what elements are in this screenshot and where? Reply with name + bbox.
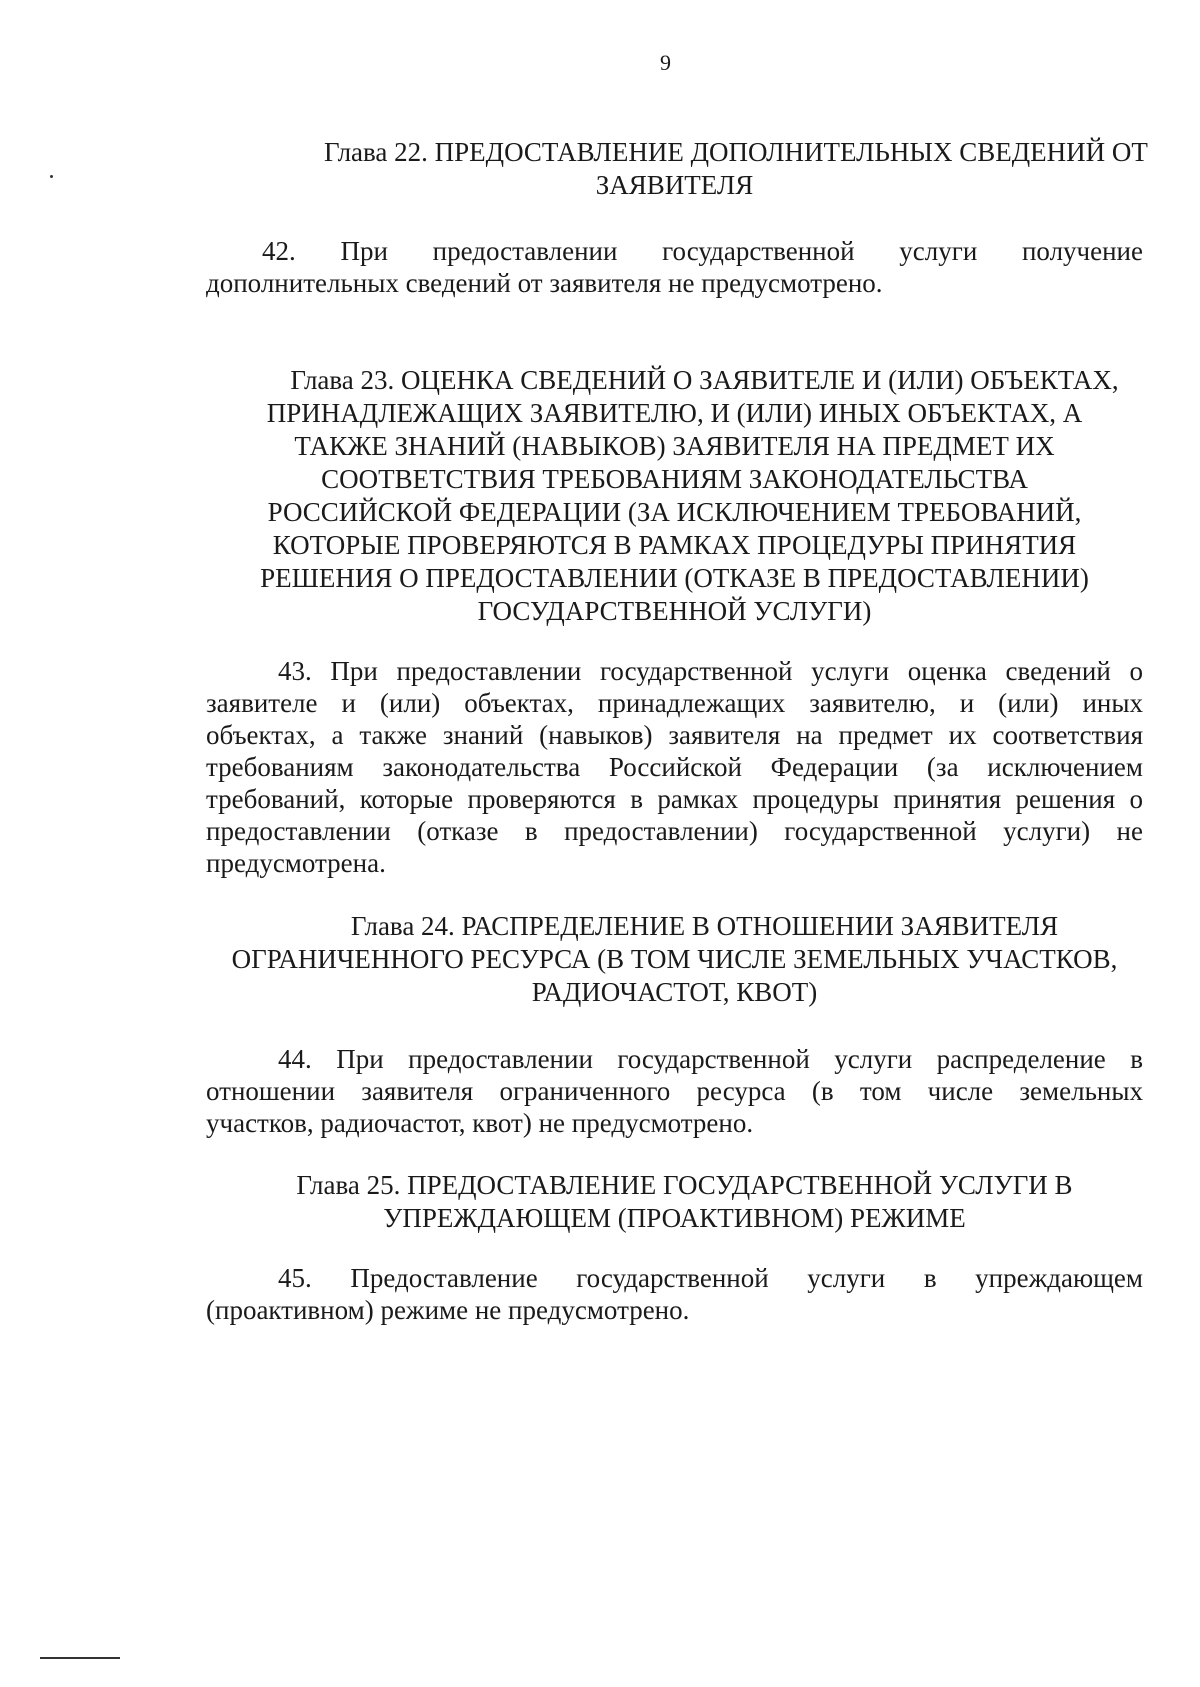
paragraph-45 <box>206 1262 1143 1326</box>
heading-line: Глава 25. ПРЕДОСТАВЛЕНИЕ ГОСУДАРСТВЕННОЙ УСЛУГИ В <box>296 1170 1073 1200</box>
paragraph-line: (проактивном) режиме не предусмотрено. <box>206 1295 690 1325</box>
scan-line <box>40 1657 120 1659</box>
paragraph-line: участков, радиочастот, квот) не предусмотрено. <box>206 1108 754 1138</box>
heading-line: Глава 24. РАСПРЕДЕЛЕНИЕ В ОТНОШЕНИИ ЗАЯВИТЕЛЯ <box>350 911 1059 941</box>
paragraph-line: предоставлении (отказе в предоставлении) государственной услуги) не <box>206 816 1143 846</box>
paragraph-line: 42. При предоставлении государственной услуги получение <box>262 236 1143 266</box>
heading-line: УПРЕЖДАЮЩЕМ (ПРОАКТИВНОМ) РЕЖИМЕ <box>383 1203 966 1233</box>
paragraph-line: предусмотрена. <box>206 848 386 878</box>
heading-line: РЕШЕНИЯ О ПРЕДОСТАВЛЕНИИ (ОТКАЗЕ В ПРЕДОСТАВЛЕНИИ) <box>260 563 1089 593</box>
heading-line: ГОСУДАРСТВЕННОЙ УСЛУГИ) <box>477 596 872 626</box>
scan-dot <box>50 175 53 178</box>
chapter-23-heading <box>206 364 1143 628</box>
paragraph-line: 43. При предоставлении государственной услуги оценка сведений о <box>278 656 1143 686</box>
paragraph-44 <box>206 1043 1143 1139</box>
paragraph-line: 45. Предоставление государственной услуги в упреждающем <box>278 1263 1143 1293</box>
chapter-22-heading <box>206 136 1148 202</box>
heading-line: ТАКЖЕ ЗНАНИЙ (НАВЫКОВ) ЗАЯВИТЕЛЯ НА ПРЕДМЕТ ИХ <box>294 431 1055 461</box>
paragraph-line: объектах, а также знаний (навыков) заявителя на предмет их соответствия <box>206 720 1143 750</box>
heading-line: ПРИНАДЛЕЖАЩИХ ЗАЯВИТЕЛЮ, И (ИЛИ) ИНЫХ ОБЪЕКТАХ, А <box>266 398 1083 428</box>
heading-line: СООТВЕТСТВИЯ ТРЕБОВАНИЯМ ЗАКОНОДАТЕЛЬСТВА <box>321 464 1028 494</box>
heading-line: ОГРАНИЧЕННОГО РЕСУРСА (В ТОМ ЧИСЛЕ ЗЕМЕЛЬНЫХ УЧАСТКОВ, <box>231 944 1118 974</box>
heading-line: ЗАЯВИТЕЛЯ <box>595 170 754 200</box>
heading-line: КОТОРЫЕ ПРОВЕРЯЮТСЯ В РАМКАХ ПРОЦЕДУРЫ ПРИНЯТИЯ <box>272 530 1077 560</box>
paragraph-line: 44. При предоставлении государственной услуги распределение в <box>278 1044 1143 1074</box>
paragraph-line: требованиям законодательства Российской Федерации (за исключением <box>206 752 1143 782</box>
heading-line: Глава 22. ПРЕДОСТАВЛЕНИЕ ДОПОЛНИТЕЛЬНЫХ СВЕДЕНИЙ ОТ <box>324 137 1148 167</box>
heading-line: РАДИОЧАСТОТ, КВОТ) <box>531 977 818 1007</box>
paragraph-line: требований, которые проверяются в рамках процедуры принятия решения о <box>206 784 1143 814</box>
paragraph-43 <box>206 655 1143 879</box>
heading-line: РОССИЙСКОЙ ФЕДЕРАЦИИ (ЗА ИСКЛЮЧЕНИЕМ ТРЕБОВАНИЙ, <box>267 497 1082 527</box>
chapter-25-heading <box>206 1169 1143 1235</box>
page-number: 9 <box>660 50 671 75</box>
paragraph-line: заявителе и (или) объектах, принадлежащих заявителю, и (или) иных <box>206 688 1143 718</box>
paragraph-line: отношении заявителя ограниченного ресурса (в том числе земельных <box>206 1076 1143 1106</box>
heading-line: Глава 23. ОЦЕНКА СВЕДЕНИЙ О ЗАЯВИТЕЛЕ И (ИЛИ) ОБЪЕКТАХ, <box>290 365 1119 395</box>
chapter-24-heading <box>206 910 1143 1009</box>
paragraph-line: дополнительных сведений от заявителя не предусмотрено. <box>206 268 883 298</box>
paragraph-42 <box>206 235 1143 299</box>
